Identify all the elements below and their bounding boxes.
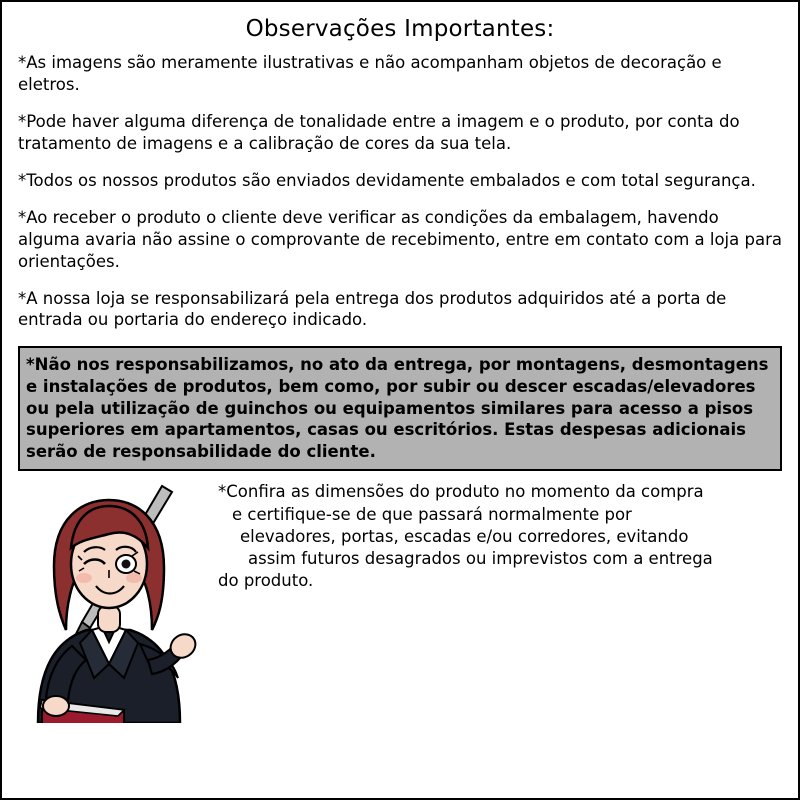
footer-section	[2, 481, 798, 721]
footer-note-line-2: e certifique-se de que passará normalmente por	[232, 504, 632, 524]
notice-paragraph-2: *Pode haver alguma diferença de tonalidade entre a imagem e o produto, por conta do tratamento de imagens e a calibração de cores da sua tela.	[18, 111, 740, 153]
notice-paragraph-3: *Todos os nossos produtos são enviados devidamente embalados e com total segurança.	[18, 170, 756, 190]
notice-paragraph-5: *A nossa loja se responsabilizará pela entrega dos produtos adquiridos até a porta de entrada ou portaria do endereço indicado.	[18, 288, 727, 330]
footer-note-line-4: assim futuros desagrados ou imprevistos com a entrega	[248, 548, 713, 568]
notice-body	[2, 52, 798, 471]
highlighted-disclaimer: *Não nos responsabilizamos, no ato da entrega, por montagens, desmontagens e instalações de produtos, bem como, por subir ou descer escadas/elevadores ou pela utilização de guinchos ou equipamentos similares para acesso a pisos superiores em apartamentos, casas ou escritórios. Estas despesas adicionais serão de responsabilidade do cliente.	[18, 346, 782, 471]
notice-paragraph-1: *As imagens são meramente ilustrativas e não acompanham objetos de decoração e eletros.	[18, 53, 722, 94]
footer-note-line-3: elevadores, portas, escadas e/ou corredores, evitando	[240, 526, 689, 546]
footer-note-line-1: *Confira as dimensões do produto no momento da compra	[218, 482, 704, 502]
woman-with-pointer-illustration	[12, 478, 227, 723]
footer-note	[218, 481, 798, 592]
footer-note-line-5: do produto.	[218, 570, 314, 590]
notice-paragraph-4: *Ao receber o produto o cliente deve verificar as condições da embalagem, havendo alguma avaria não assine o comprovante de recebimento, entre em contato com a loja para orientações.	[18, 207, 782, 271]
page-title: Observações Importantes:	[245, 16, 555, 42]
